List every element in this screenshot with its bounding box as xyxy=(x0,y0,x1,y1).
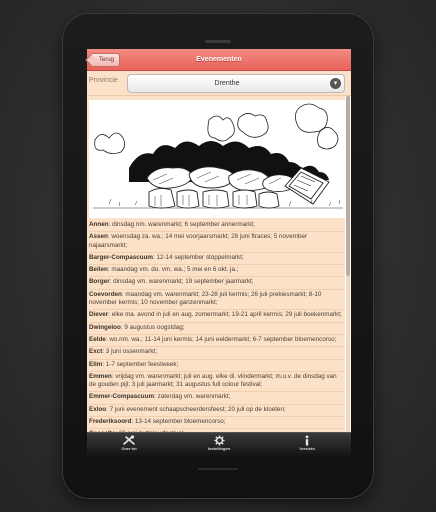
header-bar xyxy=(87,49,351,71)
bottom-tab-bar xyxy=(87,432,351,456)
tab-info[interactable] xyxy=(277,435,337,452)
scrollbar-thumb[interactable] xyxy=(346,96,350,276)
list-item: Exloo: 7 juni evenement schaapscheerdersfeest; 20 juli op de kloeten; xyxy=(89,405,344,417)
gear-icon xyxy=(214,435,225,446)
page-title: Evenementen xyxy=(196,56,242,63)
event-content[interactable] xyxy=(87,96,345,432)
list-item: Coevorden: maandag vm. warenmarkt; 23-28 juli kermis; 26 juli prekiesmarkt; 8-10 november kermis; 10 november ganzenmarkt; xyxy=(89,290,344,311)
scrollbar[interactable] xyxy=(346,96,350,432)
event-list xyxy=(87,218,345,442)
list-item: Borger: dinsdag vm. warenmarkt; 19 september jaarmarkt; xyxy=(89,277,344,289)
tab-over[interactable] xyxy=(99,435,159,452)
province-label: Provincie xyxy=(89,77,118,84)
back-button[interactable]: Terug xyxy=(90,53,120,67)
list-item: Emmen: vrijdag vm. warenmarkt; juli en aug. elke di. vlindermarkt; m.u.v. de dinsdag van de gouden pijl; 3 juli jaarmarkt; 31 augustus full colour festival; xyxy=(89,372,344,393)
tools-icon xyxy=(122,435,136,446)
province-select-value: Drenthe xyxy=(214,80,240,87)
list-item: Exct: 3 juni ossenmarkt; xyxy=(89,347,344,359)
list-item: Eelde: wo.nm. wa.; 11-14 juni kermis; 14 juni eeldermarkt; 6-7 september bloemencorso; xyxy=(89,335,344,347)
list-item: Annen: dinsdag nm. warenmarkt; 6 september annermarkt; xyxy=(89,220,344,232)
app-screen xyxy=(87,49,351,455)
chevron-down-icon: ▾ xyxy=(330,78,341,89)
info-icon xyxy=(303,435,311,446)
tablet-speaker xyxy=(205,40,231,43)
tab-settings[interactable] xyxy=(189,435,249,452)
list-item: Assen: woensdag za. wa.; 14 mei voorjaarsmarkt; 28 juni ftraces; 5 november najaarsmarkt; xyxy=(89,232,344,253)
list-item: Dwingeloo: 9 augustus oogstdag; xyxy=(89,323,344,335)
province-select[interactable] xyxy=(127,74,345,93)
tab-label: Instellingen xyxy=(207,446,231,451)
list-item: Frederiksoord: 13-14 september bloemencorso; xyxy=(89,417,344,429)
dolmen-illustration xyxy=(89,100,345,218)
tab-label: Versiefo xyxy=(299,446,315,451)
list-item: Beilen: maandag vm. do. vm. wa.; 5 mei en 6 okt. ja.; xyxy=(89,265,344,277)
tablet-home-bar xyxy=(198,468,238,470)
list-item: Barger-Compascuum: 12-14 september stoppelmarkt; xyxy=(89,253,344,265)
province-filter xyxy=(87,71,351,96)
list-item: Diever: elke ma. avond in juli en aug. zomermarkt; 19-21 april kermis; 29 juli boekenmarkt; xyxy=(89,310,344,322)
list-item: Emmer-Compascuum: zaterdag vm. warenmarkt; xyxy=(89,392,344,404)
tab-label: Over tot xyxy=(121,446,137,451)
list-item: Elim: 1-7 september feestweek; xyxy=(89,360,344,372)
